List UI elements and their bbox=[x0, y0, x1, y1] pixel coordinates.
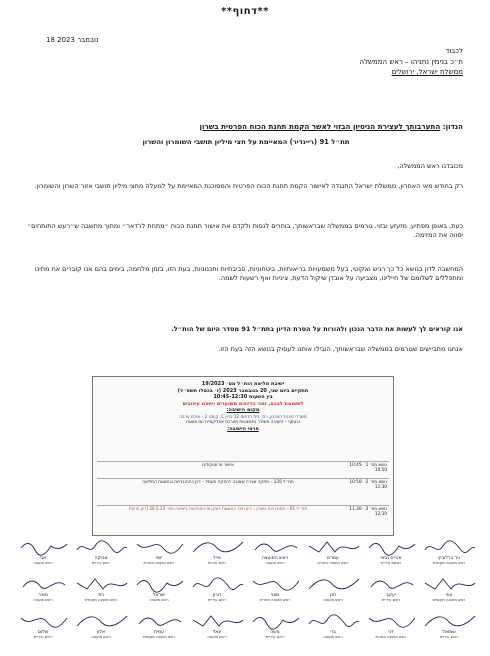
signatory-name: דורון bbox=[212, 593, 222, 598]
signatory-role: ראש מועצה אזורית bbox=[259, 597, 291, 603]
signature-mark bbox=[189, 538, 245, 556]
signatory-role: ראש עיריית bbox=[265, 634, 285, 640]
signature-mark bbox=[73, 538, 129, 556]
signatory-name: עמרם bbox=[327, 556, 339, 561]
signatory bbox=[72, 612, 130, 640]
signature-mark bbox=[305, 575, 361, 593]
signatory-role: ראש מועצה מקומית bbox=[84, 597, 118, 603]
signatory-name: משה bbox=[270, 630, 280, 635]
signature-mark bbox=[131, 538, 187, 556]
signatory-role: ראש מועצה bbox=[91, 634, 111, 640]
signatory-role: ראש עיריית bbox=[207, 597, 227, 603]
signatory-name: ראש המועצה bbox=[261, 556, 289, 561]
signatory bbox=[362, 575, 420, 603]
signatory bbox=[72, 575, 130, 603]
signature-mark bbox=[247, 575, 303, 593]
signatory bbox=[420, 575, 478, 603]
signatory-name: אלון bbox=[96, 630, 106, 635]
signatory-role: ראש מועצה מקומית bbox=[432, 597, 466, 603]
signatory bbox=[362, 612, 420, 640]
agenda-item-time: נושא מס׳ 3: 11:30-12:30 bbox=[349, 506, 387, 517]
signatory-role: ראש מועצה bbox=[33, 560, 53, 566]
signature-mark bbox=[15, 575, 71, 593]
signatory-name: שלום bbox=[37, 630, 49, 635]
signature-mark bbox=[363, 575, 419, 593]
signatory-name: אייל bbox=[213, 556, 221, 561]
agenda-row bbox=[97, 505, 389, 532]
signatory-role: ראש עיריית bbox=[439, 634, 459, 640]
subject-prefix: הנדון: bbox=[440, 122, 463, 131]
addressee-block bbox=[163, 46, 463, 78]
agenda-row bbox=[97, 461, 389, 478]
subject-text: התערבותך לעצירת הניסיון הבזוי לאשר הקמת תחנת הכוח הפרטית בשרון bbox=[199, 122, 441, 131]
signature-mark bbox=[305, 538, 361, 556]
agenda-item-desc: תת״ל 91 – תחנת כוח בשרון – דיון חוזר בהשגות בעקבות ההחלטה בישיבה מס׳ 26.5.23 (דיון פנימי) bbox=[128, 506, 308, 511]
signature-mark bbox=[247, 612, 303, 630]
signatory-role: ראש מועצה bbox=[323, 634, 343, 640]
agenda-item-time: נושא מס׳ 1: 10:45-10:50 bbox=[349, 462, 387, 473]
signatory-role: ראש עיריית bbox=[91, 560, 111, 566]
agenda-details-label: פרטי הישיבה: bbox=[227, 425, 259, 432]
agenda-online: ובנוסף – הישיבה תשודר באמצעות מערכת אפליקציית זום ומצגת bbox=[186, 418, 300, 424]
signatory-role: ראש מועצה אזורית bbox=[317, 560, 349, 566]
agenda-title: ישיבת מליאת הות״ל מס׳ 19/2023 bbox=[201, 381, 285, 387]
to-label: לכבוד bbox=[445, 47, 463, 55]
signatory-role: ראש עיריית bbox=[381, 597, 401, 603]
signatory-role: ראש מועצה אזורית bbox=[375, 634, 407, 640]
signatory bbox=[246, 575, 304, 603]
agenda-notice: לתשומת לבכם, זמני הדיונים משוערים ויתכנו עיכובים bbox=[182, 400, 304, 407]
signature-mark bbox=[73, 575, 129, 593]
signatory-name: מוטי bbox=[270, 593, 280, 598]
agenda-place: משרדי מינהל התכנון, רח׳ בית הדפוס 12 בניין C, קומה 2 – אולם ערבה bbox=[179, 413, 307, 419]
subject-subline: תת״ל 91 (ריינדיר) המאיימת על חצי מיליון תושבי השומרון והשרון bbox=[142, 138, 350, 146]
signatory-name: יוסי bbox=[155, 556, 163, 561]
urgent-header: **דחוף** bbox=[221, 6, 269, 17]
signatory-name: עוזי bbox=[445, 593, 453, 598]
agenda-image bbox=[92, 376, 394, 536]
signatory bbox=[130, 612, 188, 640]
signatory-name: ניר ברלוביץ bbox=[437, 556, 461, 561]
signatory-role: ראשת עיריית bbox=[380, 560, 402, 566]
signatory bbox=[14, 575, 72, 603]
agenda-item-time: נושא מס׳ 2: 10:50-11:30 bbox=[349, 479, 387, 490]
signatory bbox=[304, 612, 362, 640]
signature-mark bbox=[15, 612, 71, 630]
signatory-name: שמואל bbox=[442, 630, 456, 635]
to-office: ממשלת ישראל, ירושלים bbox=[391, 68, 463, 76]
signatory bbox=[362, 538, 420, 566]
agenda-place-label: מקום הישיבה: bbox=[226, 407, 260, 413]
agenda-date: תתקיים ביום שני, 20 בנובמבר 2023 (ז׳ בכסלו תשפ״ד) bbox=[177, 387, 309, 394]
signatory bbox=[246, 612, 304, 640]
signatory-name: ישראל bbox=[152, 593, 166, 598]
signatory-role: ראש מועצה אזורית bbox=[143, 560, 175, 566]
signature-mark bbox=[421, 538, 477, 556]
signature-mark bbox=[73, 612, 129, 630]
signatory bbox=[188, 575, 246, 603]
signatory-role: ראש מועצה bbox=[33, 597, 53, 603]
signatory-name: דני bbox=[388, 630, 394, 635]
signatory-name: גדי bbox=[330, 630, 336, 635]
agenda-item-desc: אישור פרוטוקולים bbox=[202, 462, 234, 467]
to-name: ח״כ בנימין נתניהו – ראש הממשלה bbox=[359, 57, 463, 66]
signatures-grid bbox=[12, 538, 478, 650]
signatory bbox=[188, 538, 246, 566]
signatory bbox=[72, 538, 130, 566]
signature-mark bbox=[421, 612, 477, 630]
signatory bbox=[130, 538, 188, 566]
signatory-name: עמית bbox=[153, 630, 165, 635]
subject-line bbox=[23, 122, 463, 132]
signature-mark bbox=[131, 575, 187, 593]
signatory-role: ראש מועצה bbox=[265, 560, 285, 566]
signatory-role: ראש מועצה bbox=[149, 597, 169, 603]
signatory bbox=[420, 538, 478, 566]
signature-mark bbox=[305, 612, 361, 630]
signatory bbox=[14, 612, 72, 640]
agenda-row bbox=[97, 478, 389, 505]
signatory bbox=[304, 575, 362, 603]
signatory-role: ראש מועצה bbox=[207, 634, 227, 640]
signature-mark bbox=[189, 575, 245, 593]
signature-mark bbox=[131, 612, 187, 630]
signatory-name: מאיר bbox=[38, 593, 48, 598]
signature-mark bbox=[421, 575, 477, 593]
signatory bbox=[188, 612, 246, 640]
signatory-role: ראש מועצה bbox=[323, 597, 343, 603]
signatory-name: חנן bbox=[329, 593, 337, 598]
signatory bbox=[14, 538, 72, 566]
paragraph-call-to-action: אנו קוראים לך לעשות את הדבר הנכון ולהורות על הסרת הדיון בתת״ל 91 מסדר היום של הות״ל. bbox=[171, 325, 463, 333]
paragraph-1: רק בחודש מאי האחרון, ממשלת ישראל התנגדה לאישור הקמת תחנת הכוח הפרטית והמסוכנת המאיימת על למעלה מחצי מיליון תושבי אזור השרון והשומרון. bbox=[34, 182, 463, 190]
greeting: מכובדנו ראש הממשלה, bbox=[397, 162, 463, 170]
agenda-time: בין השעות 10:45-12:30 bbox=[213, 394, 273, 400]
signatory-name: יגאל bbox=[212, 630, 222, 635]
signature-mark bbox=[247, 538, 303, 556]
signatory-role: ראש עיריית bbox=[33, 634, 53, 640]
signature-mark bbox=[363, 612, 419, 630]
paragraph-2: כעת, באופן מפתיע, מזעזע ובזוי, גורמים בממשלה שבראשותך, בוחרים לנסות ולקדם את אישור תחנת הכוח ״מתחת לרדאר״ ומתוך מחשבה ש״רעש התותחים״ יסווה את המזימה. bbox=[26, 222, 463, 240]
signatory-role: ראש עיריית bbox=[207, 560, 227, 566]
signatory-name: יעקב bbox=[386, 593, 396, 598]
agenda-item-desc: תת״ל 135 – מתקני אגירה שאובה להפקת חשמל – דיון בהתנגדויות ובהשגות המליאה bbox=[142, 479, 294, 484]
signatory-role: ראש מועצה מקומית bbox=[142, 634, 176, 640]
signatory-name: רפי bbox=[97, 593, 105, 598]
signatory bbox=[130, 575, 188, 603]
paragraph-closing: אנחנו מתביישים שגורמים בממשלה שבראשותך, הובילו אותנו לעסוק בנושא הזה בעת הזו. bbox=[218, 345, 463, 353]
signatory-name: אורית גבאי bbox=[380, 556, 402, 561]
signatory-name: צביקה bbox=[94, 556, 108, 561]
letter-date: 18 נובמבר 2023 bbox=[46, 36, 99, 44]
signature-mark bbox=[189, 612, 245, 630]
signature-mark bbox=[363, 538, 419, 556]
paragraph-3: המחשבה לדון בנושא כל כך רגיש ואקוטי, בעל משמעויות בריאותיות, ביטחוניות, סביבתיות ותכנוניות, בעת הזו, בזמן מלחמה, בימים בהם אנו קוברים את מתינו ומתפללים לשלומם של חיילינו, מצביעה על אובדן שיקול הדעת, ציניות ואף רשעות לשמה. bbox=[34, 265, 463, 283]
signature-mark bbox=[15, 538, 71, 556]
signatory-role: ראש מועצה מקומית bbox=[432, 560, 466, 566]
signatory-name: אבי bbox=[39, 556, 47, 561]
signatory bbox=[246, 538, 304, 566]
signatory bbox=[420, 612, 478, 640]
signatory bbox=[304, 538, 362, 566]
